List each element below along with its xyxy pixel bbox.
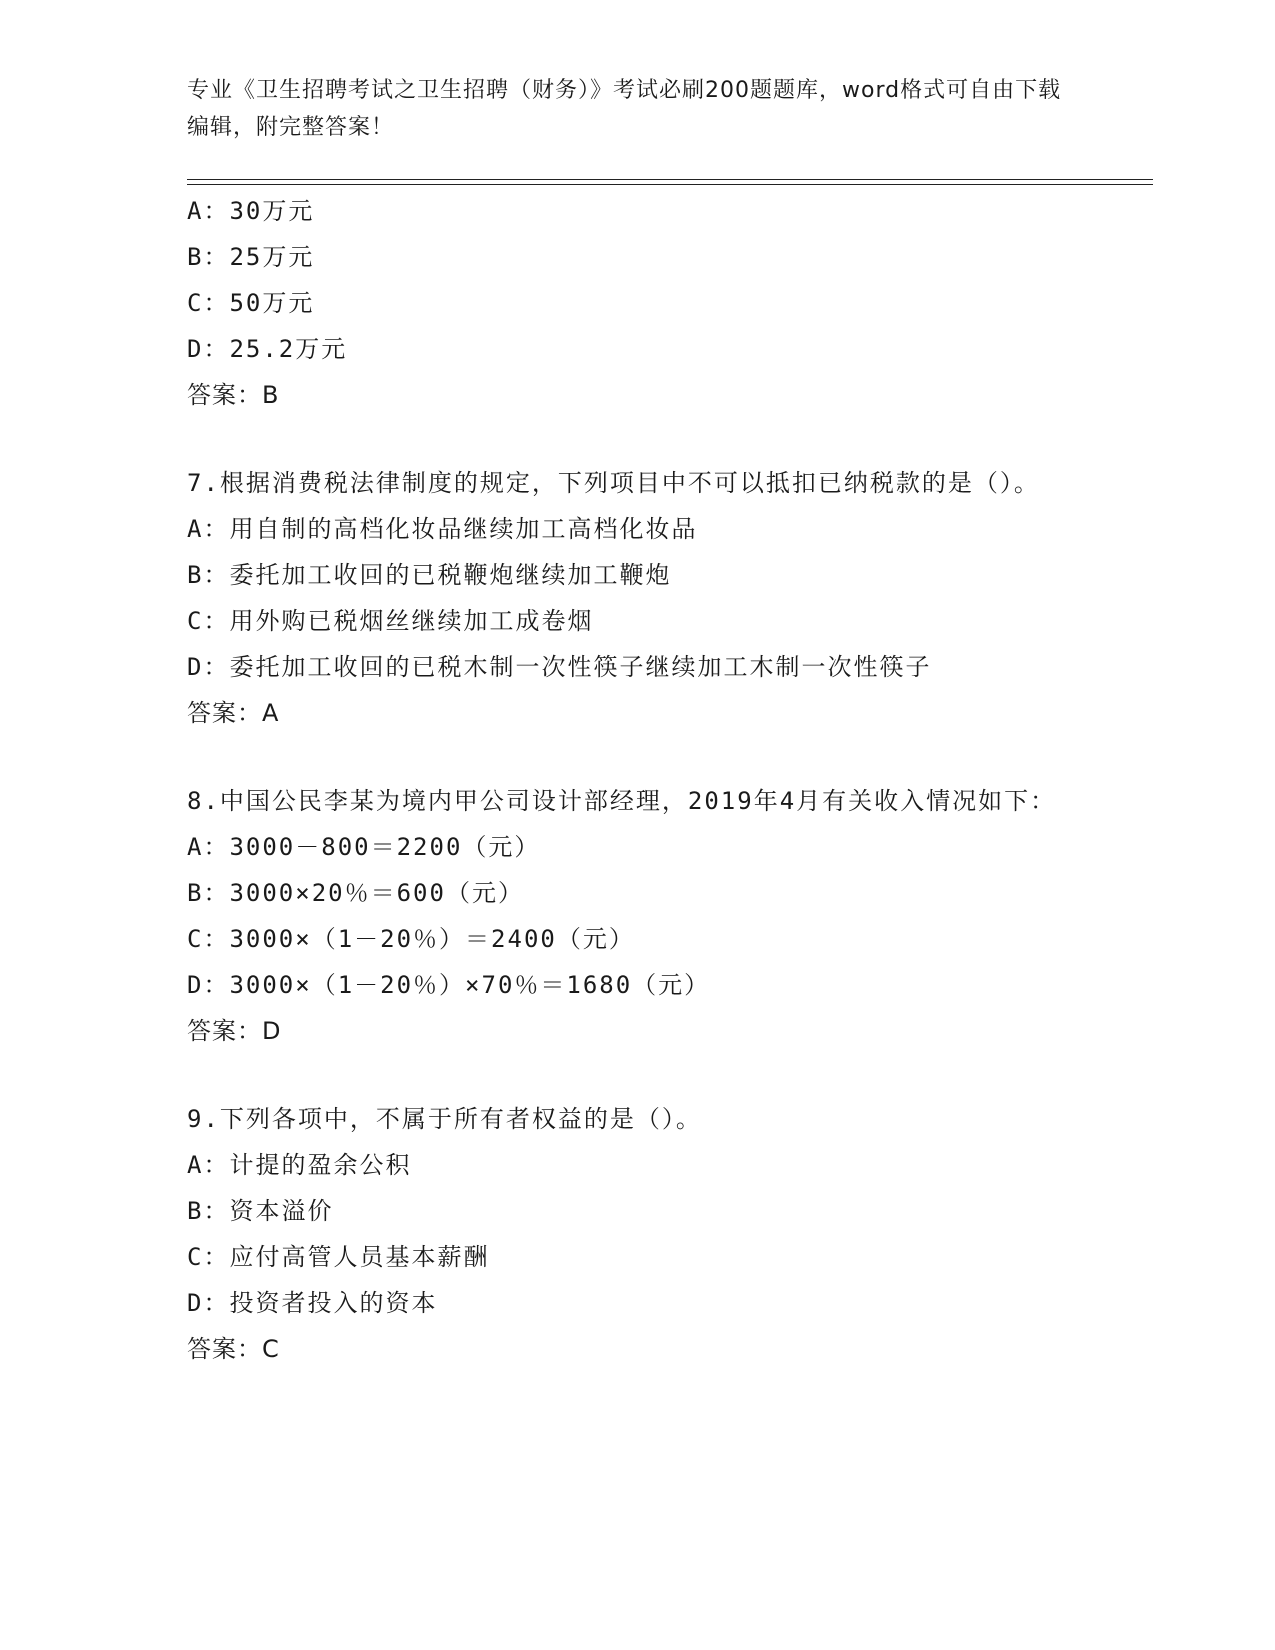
document-header: 专业《卫生招聘考试之卫生招聘（财务）》考试必刷200题题库，word格式可自由下载编辑，附完整答案！ [187, 78, 1062, 140]
question-text: 8.中国公民李某为境内甲公司设计部经理，2019年4月有关收入情况如下： [187, 787, 1057, 815]
option-c: C：用外购已税烟丝继续加工成卷烟 [187, 607, 594, 635]
answer-text: 答案：C [187, 1335, 280, 1363]
option-d: D：委托加工收回的已税木制一次性筷子继续加工木制一次性筷子 [187, 653, 932, 681]
answer-text: 答案：B [187, 381, 280, 409]
header-divider-top [187, 179, 1153, 180]
option-d: D：25.2万元 [187, 335, 348, 363]
spacer [187, 736, 1087, 778]
option-a: A：30万元 [187, 197, 315, 225]
option-b: B：3000×20％＝600（元） [187, 879, 524, 907]
option-b: B：资本溢价 [187, 1197, 334, 1225]
answer-text: 答案：A [187, 699, 280, 727]
option-b: B：25万元 [187, 243, 315, 271]
question-7 [187, 460, 1087, 736]
option-c: C：应付高管人员基本薪酬 [187, 1243, 490, 1271]
option-c: C：50万元 [187, 289, 315, 317]
spacer [187, 1054, 1087, 1096]
option-a: A：用自制的高档化妆品继续加工高档化妆品 [187, 515, 698, 543]
question-text: 9.下列各项中，不属于所有者权益的是（）。 [187, 1105, 702, 1133]
question-text: 7.根据消费税法律制度的规定，下列项目中不可以抵扣已纳税款的是（）。 [187, 469, 1040, 497]
question-8 [187, 778, 1087, 1054]
option-a: A：计提的盈余公积 [187, 1151, 412, 1179]
option-a: A：3000－800＝2200（元） [187, 833, 541, 861]
option-b: B：委托加工收回的已税鞭炮继续加工鞭炮 [187, 561, 672, 589]
question-9 [187, 1096, 1087, 1372]
answer-text: 答案：D [187, 1017, 282, 1045]
question-list [187, 188, 1087, 1372]
question-6 [187, 188, 1087, 418]
header-divider-bottom [187, 184, 1153, 185]
option-d: D：投资者投入的资本 [187, 1289, 438, 1317]
option-c: C：3000×（1－20％）＝2400（元） [187, 925, 635, 953]
option-d: D：3000×（1－20％）×70％＝1680（元） [187, 971, 711, 999]
spacer [187, 418, 1087, 460]
